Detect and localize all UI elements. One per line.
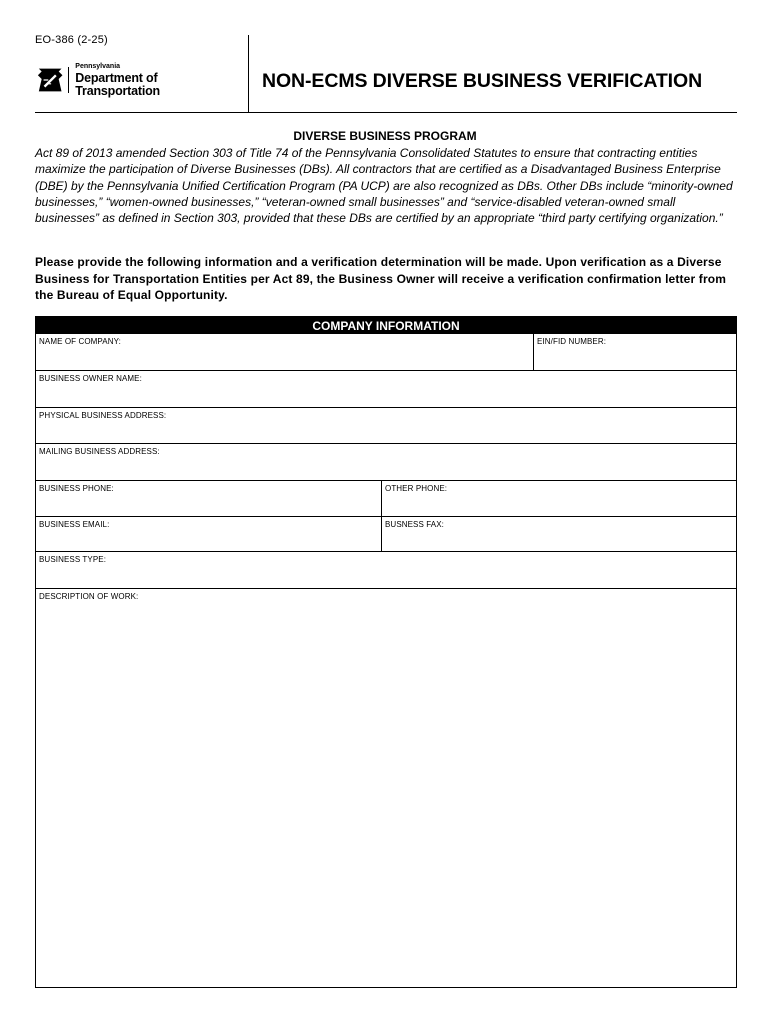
owner-name-label: BUSINESS OWNER NAME: (39, 374, 142, 383)
program-title: DIVERSE BUSINESS PROGRAM (293, 129, 477, 143)
business-type-label: BUSINESS TYPE: (39, 555, 107, 564)
ein-label: EIN/FID NUMBER: (537, 337, 607, 346)
business-fax-label: BUSNESS FAX: (385, 520, 444, 529)
header-divider-horizontal (35, 112, 737, 113)
physical-address-field[interactable] (36, 408, 736, 443)
business-fax-field[interactable] (381, 517, 736, 551)
other-phone-label: OTHER PHONE: (385, 484, 448, 493)
form-code: EO-386 (2-25) (35, 34, 108, 46)
physical-address-label: PHYSICAL BUSINESS ADDRESS: (39, 411, 167, 420)
keystone-state-icon (36, 65, 64, 95)
company-name-field[interactable] (36, 334, 533, 370)
business-email-field[interactable] (36, 517, 381, 551)
business-phone-field[interactable] (36, 481, 381, 516)
company-information-form (35, 316, 737, 988)
other-phone-field[interactable] (381, 481, 736, 516)
row-mailing-address (36, 444, 736, 481)
row-phones (36, 481, 736, 517)
row-business-type (36, 552, 736, 589)
row-email-fax (36, 517, 736, 552)
instructions-paragraph: Please provide the following information and a verification determination will be made. Upon verification as a Diverse Business for Transportation Entities per Act 89, the Business Owner will receive a verification confirmation letter from the Bureau of Equal Opportunity. (35, 255, 727, 302)
logo-department-name: Department of Transportation (75, 71, 160, 98)
page-title: NON-ECMS DIVERSE BUSINESS VERIFICATION (262, 70, 703, 92)
mailing-address-field[interactable] (36, 444, 736, 480)
row-owner (36, 371, 736, 408)
owner-name-field[interactable] (36, 371, 736, 407)
business-phone-label: BUSINESS PHONE: (39, 484, 114, 493)
mailing-address-label: MAILING BUSINESS ADDRESS: (39, 447, 160, 456)
description-of-work-field[interactable] (36, 589, 736, 986)
section-header: COMPANY INFORMATION (36, 317, 736, 334)
company-name-label: NAME OF COMPANY: (39, 337, 121, 346)
program-intro-paragraph: Act 89 of 2013 amended Section 303 of Title 74 of the Pennsylvania Consolidated Statutes to ensure that contracting entities maximize the participation of Diverse Businesses (DBs). All contractors that are certified as a Disadvantaged Business Enterprise (DBE) by the Pennsylvania Unified Certification Program (PA UCP) are also recognized as DBs. Other DBs include “minority-owned businesses,” “women-owned businesses,” “veteran-owned small businesses” and “service-disabled veteran-owned small businesses” as defined in Section 303, provided that these DBs are certified by an appropriate “third party certifying organization.” (35, 146, 733, 226)
logo-text (75, 63, 236, 97)
business-type-field[interactable] (36, 552, 736, 588)
header-divider-vertical (248, 35, 249, 113)
business-email-label: BUSINESS EMAIL: (39, 520, 110, 529)
row-company (36, 334, 736, 371)
row-description (36, 589, 736, 986)
row-physical-address (36, 408, 736, 444)
ein-field[interactable] (533, 334, 736, 370)
penndot-logo (36, 64, 236, 96)
logo-state-name: Pennsylvania (75, 63, 121, 70)
description-of-work-label: DESCRIPTION OF WORK: (39, 592, 139, 601)
logo-divider (68, 67, 69, 93)
